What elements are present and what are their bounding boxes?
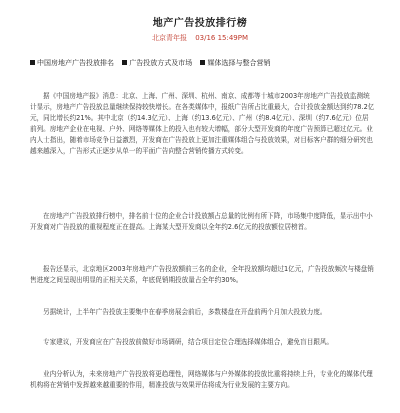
article-paragraph: 另据统计，上半年广告投放主要集中在春季房展会前后，多数楼盘在开盘前两个月加大投放力度。 (43, 307, 327, 316)
related-tag-link[interactable]: 媒体选择与整合营销 (200, 58, 270, 68)
article-paragraph: 业内分析认为，未来房地产广告投放将更趋理性，网络媒体与户外媒体的投放比重将持续上升，专业化的媒体代理机构将在营销中发挥越来越重要的作用，精准投放与效果评估将成为行业发展的主要方向。 (30, 369, 373, 389)
square-bullet-icon (122, 60, 127, 65)
article-title: 地产广告投放排行榜 (152, 18, 248, 29)
related-tag-link[interactable]: 广告投放方式及市场 (122, 58, 192, 68)
article-paragraph: 报告还显示，北京地区2003年房地产广告投放额前三名的企业，全年投放额均超过1亿元，广告投放频次与楼盘销售进度之间呈现出明显的正相关关系，年底促销期投放量占全年约30%。 (30, 264, 374, 284)
related-tag-link[interactable]: 中国房地产广告投放排名 (30, 58, 114, 68)
square-bullet-icon (30, 60, 35, 65)
article-paragraph: 专家建议，开发商应在广告投放前做好市场调研，结合项目定位合理选择媒体组合，避免盲目跟风。 (43, 337, 334, 346)
related-tags (30, 58, 385, 68)
article-paragraph: 据《中国房地产报》消息：北京、上海、广州、深圳、杭州、南京、成都等十城市2003年房地产广告投放监测统计显示，房地产广告投放总量继续保持较快增长。在各类媒体中，报纸广告所占比重最大，合计投放金额达到约78.2亿元，同比增长约21%。其中北京（约14.3亿元）、上海（约13.6亿元）、广州（约8.4亿元）、深圳（约7.6亿元）位居前列。房地产企业在电视、户外、网络等媒体上的投入也有较大增幅，部分大型开发商的年度广告预算已超过亿元。业内人士指出，随着市场竞争日益激烈，开发商在广告投放上更加注重媒体组合与投放效果，对目标客户群的细分研究也越来越深入，广告形式正逐步从单一的平面广告向整合营销传播方式转变。 (30, 91, 375, 155)
article-source: 北京青年报 (151, 34, 187, 42)
article-date: 03/16 15:49PM (195, 34, 249, 42)
article-paragraph: 在房地产广告投放排行榜中，排名前十位的企业合计投放额占总量的比例有所下降，市场集中度降低，显示出中小开发商对广告投放的重视程度正在提高。上海某大型开发商以全年约2.6亿元的投放额位居榜首。 (30, 211, 373, 231)
article-meta (0, 33, 400, 43)
square-bullet-icon (200, 60, 205, 65)
